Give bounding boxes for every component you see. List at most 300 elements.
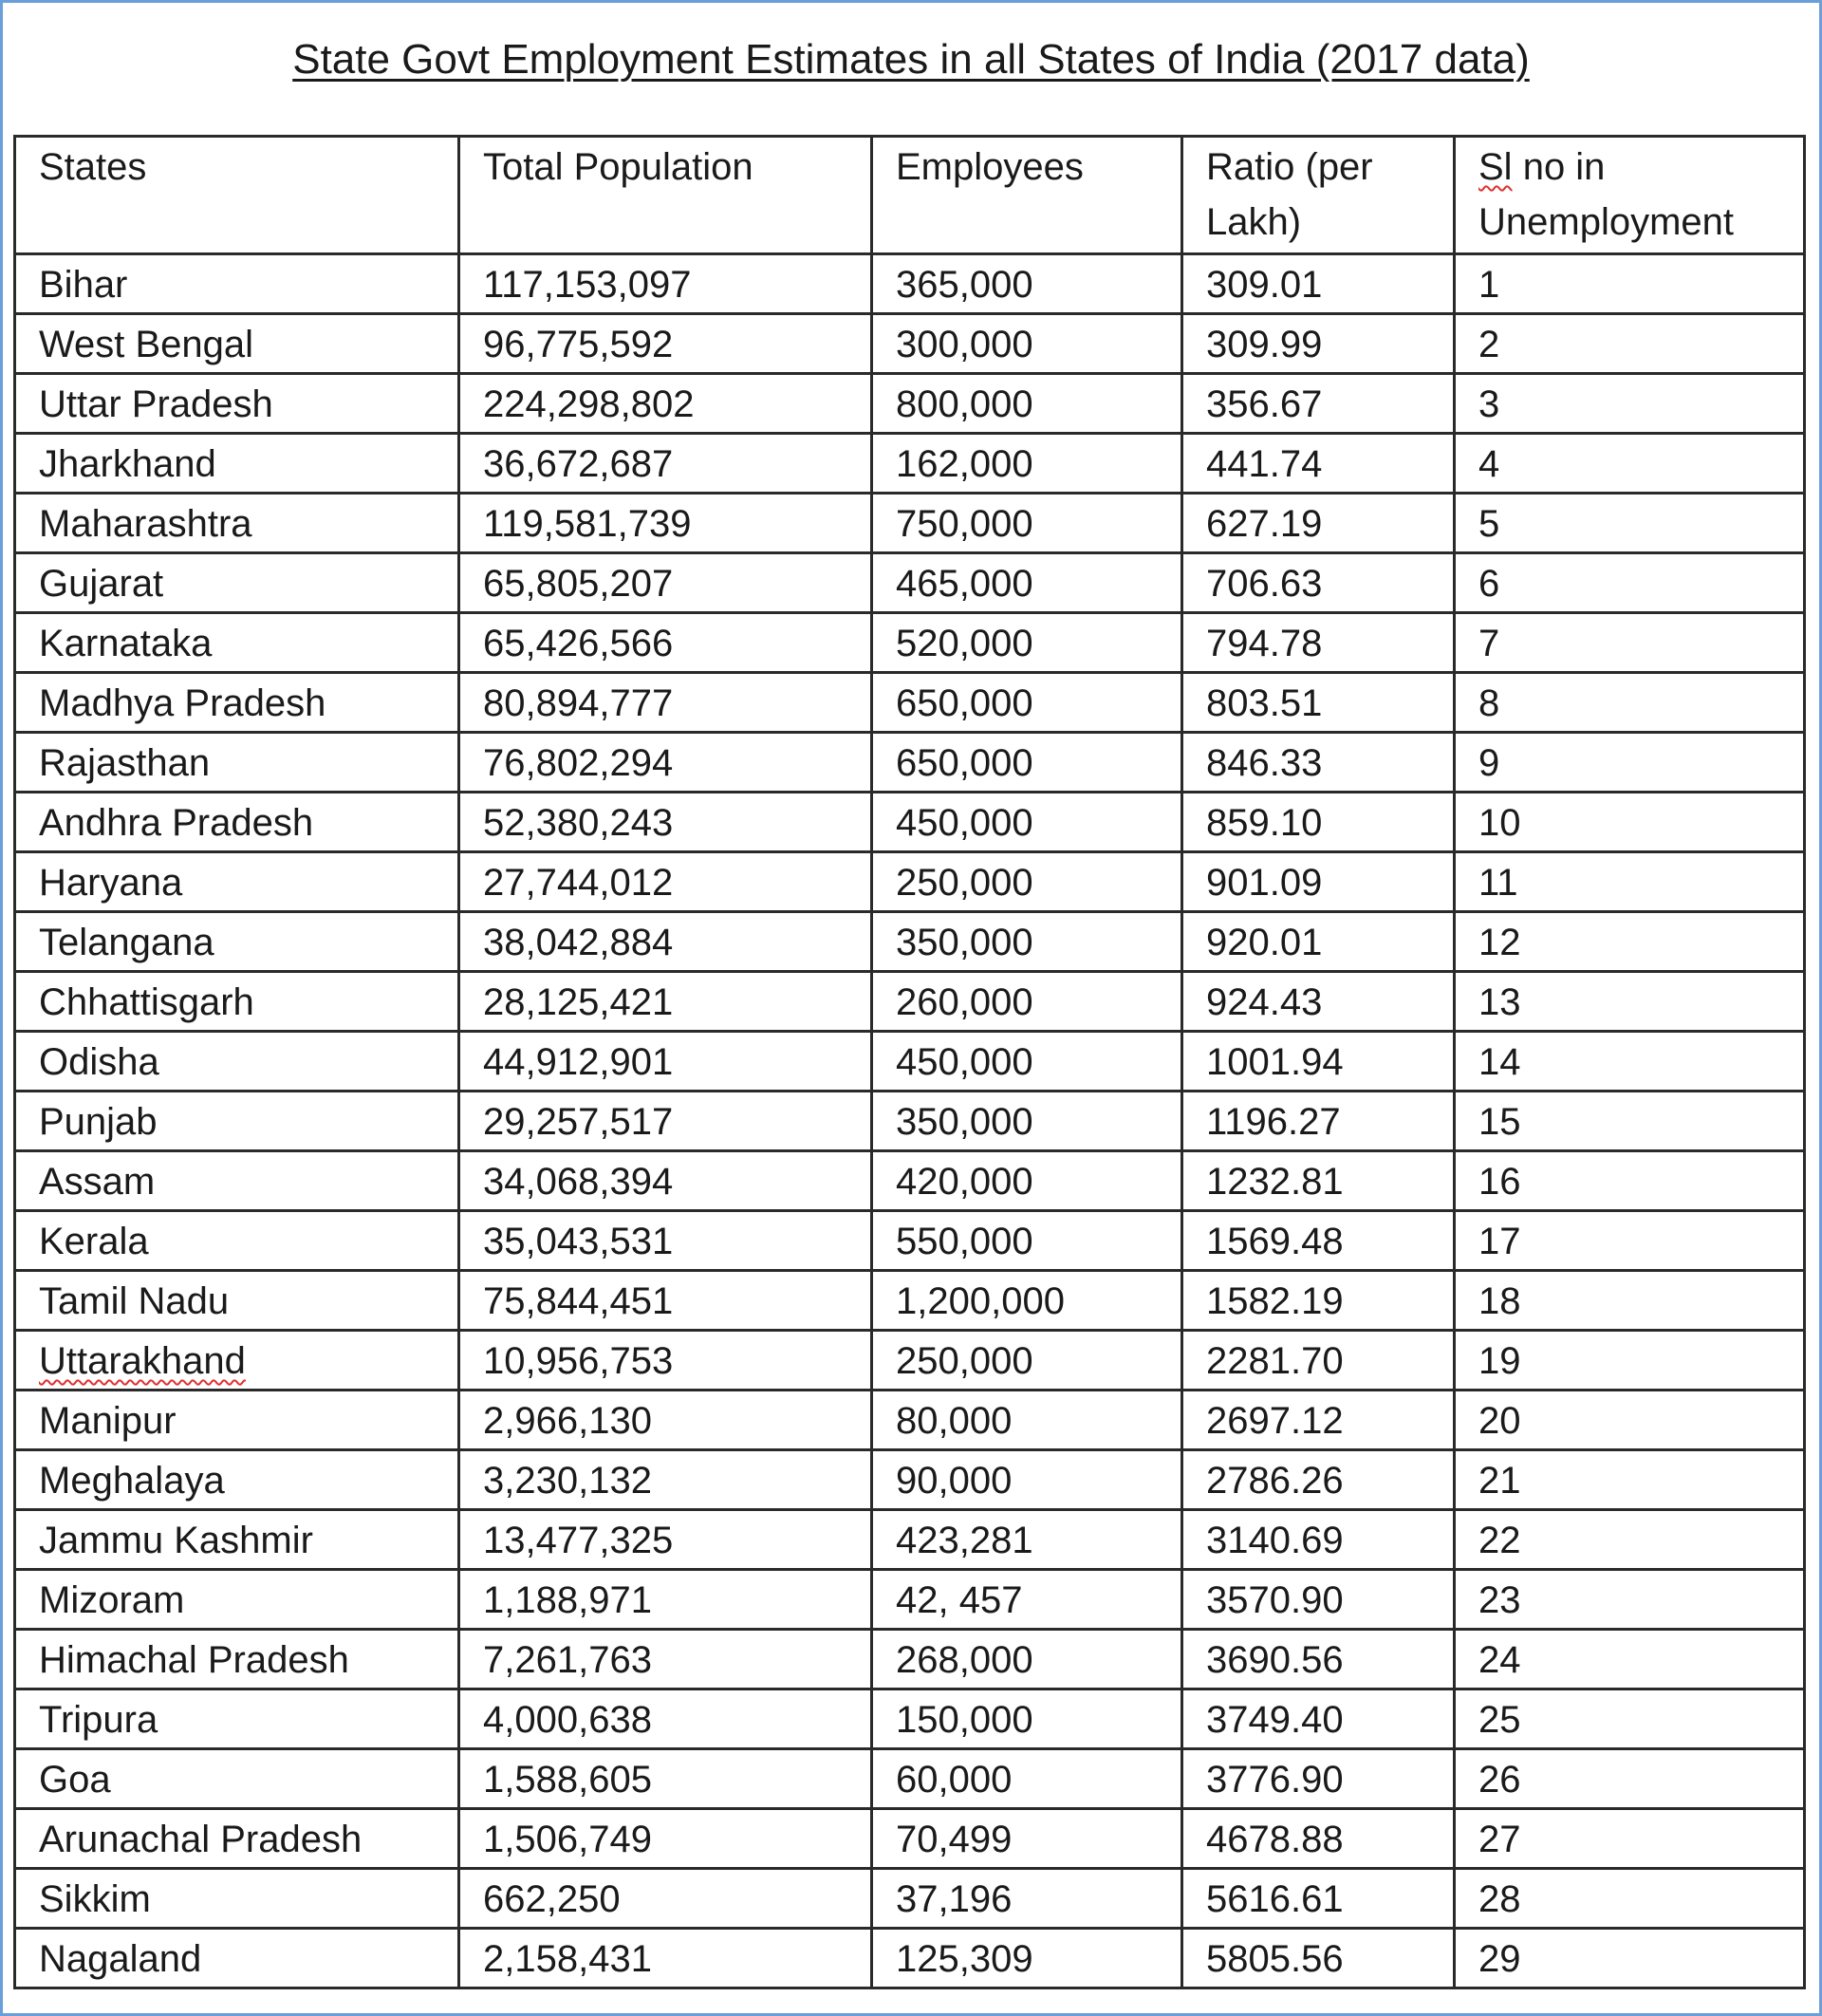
cell-ratio — [1182, 1271, 1455, 1331]
cell-text: 119,581,739 — [483, 503, 692, 545]
cell-text: Meghalaya — [39, 1460, 225, 1502]
cell-text: 80,000 — [896, 1400, 1013, 1442]
cell-text: 25 — [1478, 1699, 1521, 1741]
cell-text: 309.99 — [1206, 324, 1323, 365]
cell-text: 650,000 — [896, 742, 1033, 784]
cell-sl-no — [1455, 1630, 1805, 1689]
cell-text: 65,426,566 — [483, 623, 674, 664]
table-row — [15, 613, 1805, 673]
cell-text: 4678.88 — [1206, 1819, 1344, 1860]
cell-text: 1569.48 — [1206, 1221, 1344, 1262]
cell-text: Mizoram — [39, 1579, 185, 1621]
cell-total-population — [459, 1630, 872, 1689]
cell-ratio — [1182, 972, 1455, 1032]
cell-text: 5616.61 — [1206, 1878, 1344, 1920]
cell-text: 901.09 — [1206, 862, 1323, 904]
cell-text: 21 — [1478, 1460, 1521, 1502]
cell-ratio — [1182, 1809, 1455, 1869]
cell-employees — [872, 314, 1182, 374]
cell-text: 29 — [1478, 1938, 1521, 1980]
cell-employees — [872, 553, 1182, 613]
cell-text: 1,506,749 — [483, 1819, 652, 1860]
cell-text: 18 — [1478, 1280, 1521, 1322]
cell-total-population — [459, 1151, 872, 1211]
cell-ratio — [1182, 912, 1455, 972]
cell-state — [15, 852, 459, 912]
cell-state — [15, 1331, 459, 1391]
table-row — [15, 1092, 1805, 1151]
cell-text: Goa — [39, 1759, 111, 1801]
cell-text: Sikkim — [39, 1878, 151, 1920]
cell-text: Jammu Kashmir — [39, 1520, 313, 1561]
cell-sl-no — [1455, 673, 1805, 733]
cell-text: Bihar — [39, 264, 128, 306]
cell-total-population — [459, 1450, 872, 1510]
table-row — [15, 1929, 1805, 1988]
cell-text: 465,000 — [896, 563, 1033, 605]
cell-text: 37,196 — [896, 1878, 1013, 1920]
cell-state — [15, 1450, 459, 1510]
cell-ratio — [1182, 1151, 1455, 1211]
table-row — [15, 912, 1805, 972]
cell-sl-no — [1455, 1092, 1805, 1151]
table-row — [15, 1391, 1805, 1450]
cell-text: 23 — [1478, 1579, 1521, 1621]
cell-text: 550,000 — [896, 1221, 1033, 1262]
cell-text: 803.51 — [1206, 682, 1323, 724]
cell-text: Telangana — [39, 922, 214, 963]
cell-total-population — [459, 494, 872, 553]
cell-text: Nagaland — [39, 1938, 202, 1980]
table-row — [15, 852, 1805, 912]
cell-sl-no — [1455, 852, 1805, 912]
cell-employees — [872, 494, 1182, 553]
cell-sl-no — [1455, 733, 1805, 793]
cell-state — [15, 613, 459, 673]
cell-text: Assam — [39, 1161, 156, 1203]
cell-employees — [872, 1689, 1182, 1749]
cell-sl-no — [1455, 434, 1805, 494]
cell-text: 26 — [1478, 1759, 1521, 1801]
cell-state — [15, 1092, 459, 1151]
cell-sl-no — [1455, 1510, 1805, 1570]
cell-text: 13,477,325 — [483, 1520, 674, 1561]
table-row — [15, 793, 1805, 852]
cell-text: 24 — [1478, 1639, 1521, 1681]
cell-employees — [872, 1630, 1182, 1689]
cell-text: Karnataka — [39, 623, 213, 664]
cell-employees — [872, 613, 1182, 673]
cell-sl-no — [1455, 1151, 1805, 1211]
cell-employees — [872, 793, 1182, 852]
cell-text: 125,309 — [896, 1938, 1033, 1980]
cell-ratio — [1182, 1630, 1455, 1689]
table-row — [15, 1630, 1805, 1689]
cell-text: 4,000,638 — [483, 1699, 652, 1741]
table-row — [15, 1331, 1805, 1391]
cell-text: 4 — [1478, 443, 1500, 485]
table-row — [15, 374, 1805, 434]
cell-sl-no — [1455, 1929, 1805, 1988]
table-row — [15, 1869, 1805, 1929]
cell-ratio — [1182, 1689, 1455, 1749]
cell-text: Jharkhand — [39, 443, 216, 485]
cell-employees — [872, 434, 1182, 494]
cell-ratio — [1182, 1929, 1455, 1988]
cell-sl-no — [1455, 1331, 1805, 1391]
cell-state — [15, 434, 459, 494]
cell-text: 117,153,097 — [483, 264, 692, 306]
cell-total-population — [459, 852, 872, 912]
cell-employees — [872, 1032, 1182, 1092]
cell-employees — [872, 1749, 1182, 1809]
cell-ratio — [1182, 1749, 1455, 1809]
cell-text: 9 — [1478, 742, 1500, 784]
cell-text: 3749.40 — [1206, 1699, 1344, 1741]
cell-state — [15, 374, 459, 434]
cell-state — [15, 553, 459, 613]
cell-total-population — [459, 1211, 872, 1271]
cell-sl-no — [1455, 1869, 1805, 1929]
cell-state — [15, 1032, 459, 1092]
cell-text: 356.67 — [1206, 383, 1323, 425]
cell-text: Andhra Pradesh — [39, 802, 314, 844]
header-sl-rest: no in Unemployment — [1478, 146, 1735, 243]
cell-text: 162,000 — [896, 443, 1033, 485]
cell-text: 3776.90 — [1206, 1759, 1344, 1801]
cell-employees — [872, 1450, 1182, 1510]
table-row — [15, 1809, 1805, 1869]
cell-ratio — [1182, 494, 1455, 553]
cell-state — [15, 1809, 459, 1869]
cell-employees — [872, 733, 1182, 793]
cell-sl-no — [1455, 1450, 1805, 1510]
cell-text: 76,802,294 — [483, 742, 674, 784]
cell-text: 28,125,421 — [483, 981, 674, 1023]
cell-total-population — [459, 1570, 872, 1630]
table-row — [15, 1032, 1805, 1092]
cell-sl-no — [1455, 1391, 1805, 1450]
cell-text: 15 — [1478, 1101, 1521, 1143]
cell-text: Odisha — [39, 1041, 159, 1083]
table-row — [15, 733, 1805, 793]
cell-text: 662,250 — [483, 1878, 621, 1920]
table-row — [15, 673, 1805, 733]
cell-text: 20 — [1478, 1400, 1521, 1442]
cell-text: 1 — [1478, 264, 1500, 306]
cell-employees — [872, 374, 1182, 434]
cell-employees — [872, 972, 1182, 1032]
cell-text: 3140.69 — [1206, 1520, 1344, 1561]
cell-text: West Bengal — [39, 324, 254, 365]
cell-text: 10 — [1478, 802, 1521, 844]
cell-text: 10,956,753 — [483, 1340, 674, 1382]
cell-text: 1,588,605 — [483, 1759, 652, 1801]
cell-total-population — [459, 1689, 872, 1749]
cell-total-population — [459, 1032, 872, 1092]
cell-employees — [872, 1092, 1182, 1151]
cell-employees — [872, 912, 1182, 972]
cell-text: 60,000 — [896, 1759, 1013, 1801]
cell-state — [15, 1510, 459, 1570]
cell-state — [15, 793, 459, 852]
cell-state — [15, 1570, 459, 1630]
cell-state — [15, 1630, 459, 1689]
cell-text: 14 — [1478, 1041, 1521, 1083]
cell-total-population — [459, 972, 872, 1032]
cell-ratio — [1182, 374, 1455, 434]
table-row — [15, 1450, 1805, 1510]
cell-text: Uttarakhand — [39, 1340, 246, 1382]
cell-employees — [872, 254, 1182, 314]
cell-total-population — [459, 1510, 872, 1570]
cell-text: 224,298,802 — [483, 383, 695, 425]
cell-total-population — [459, 314, 872, 374]
cell-text: 2281.70 — [1206, 1340, 1344, 1382]
cell-text: 52,380,243 — [483, 802, 674, 844]
cell-ratio — [1182, 1450, 1455, 1510]
cell-text: 13 — [1478, 981, 1521, 1023]
table-row — [15, 1689, 1805, 1749]
cell-text: 260,000 — [896, 981, 1033, 1023]
header-ratio: Ratio (per Lakh) — [1182, 137, 1455, 254]
cell-text: 44,912,901 — [483, 1041, 674, 1083]
cell-sl-no — [1455, 972, 1805, 1032]
cell-text: Tripura — [39, 1699, 158, 1741]
cell-sl-no — [1455, 374, 1805, 434]
cell-text: 3690.56 — [1206, 1639, 1344, 1681]
cell-text: 250,000 — [896, 1340, 1033, 1382]
cell-state — [15, 972, 459, 1032]
cell-text: 28 — [1478, 1878, 1521, 1920]
cell-text: 3 — [1478, 383, 1500, 425]
cell-text: 19 — [1478, 1340, 1521, 1382]
cell-total-population — [459, 553, 872, 613]
table-row — [15, 434, 1805, 494]
cell-text: 859.10 — [1206, 802, 1323, 844]
cell-ratio — [1182, 1092, 1455, 1151]
cell-text: 8 — [1478, 682, 1500, 724]
page-title: State Govt Employment Estimates in all States of India (2017 data) — [292, 36, 1530, 83]
cell-text: 2697.12 — [1206, 1400, 1344, 1442]
cell-text: 22 — [1478, 1520, 1521, 1561]
cell-text: 11 — [1478, 862, 1518, 904]
cell-state — [15, 1151, 459, 1211]
cell-text: 1001.94 — [1206, 1041, 1344, 1083]
cell-sl-no — [1455, 494, 1805, 553]
cell-text: 300,000 — [896, 324, 1033, 365]
cell-state — [15, 1211, 459, 1271]
cell-employees — [872, 1869, 1182, 1929]
cell-text: 365,000 — [896, 264, 1033, 306]
cell-employees — [872, 1510, 1182, 1570]
cell-sl-no — [1455, 1570, 1805, 1630]
cell-employees — [872, 1929, 1182, 1988]
cell-state — [15, 254, 459, 314]
cell-ratio — [1182, 314, 1455, 374]
cell-state — [15, 1869, 459, 1929]
cell-text: 7 — [1478, 623, 1500, 664]
cell-text: 1582.19 — [1206, 1280, 1344, 1322]
cell-text: 520,000 — [896, 623, 1033, 664]
cell-text: Tamil Nadu — [39, 1280, 230, 1322]
cell-total-population — [459, 1869, 872, 1929]
cell-total-population — [459, 673, 872, 733]
cell-text: 42, 457 — [896, 1579, 1023, 1621]
cell-state — [15, 1271, 459, 1331]
cell-text: 350,000 — [896, 1101, 1033, 1143]
cell-sl-no — [1455, 1211, 1805, 1271]
cell-text: 70,499 — [896, 1819, 1013, 1860]
cell-text: 450,000 — [896, 1041, 1033, 1083]
cell-state — [15, 1749, 459, 1809]
cell-total-population — [459, 793, 872, 852]
cell-text: 27 — [1478, 1819, 1521, 1860]
cell-total-population — [459, 1331, 872, 1391]
cell-sl-no — [1455, 1749, 1805, 1809]
table-row — [15, 314, 1805, 374]
header-sl-no — [1455, 137, 1805, 254]
cell-text: 441.74 — [1206, 443, 1323, 485]
cell-sl-no — [1455, 793, 1805, 852]
cell-total-population — [459, 1391, 872, 1450]
cell-total-population — [459, 733, 872, 793]
cell-ratio — [1182, 434, 1455, 494]
cell-text: Manipur — [39, 1400, 177, 1442]
cell-text: 924.43 — [1206, 981, 1323, 1023]
cell-sl-no — [1455, 1032, 1805, 1092]
cell-ratio — [1182, 852, 1455, 912]
cell-ratio — [1182, 254, 1455, 314]
cell-total-population — [459, 434, 872, 494]
cell-employees — [872, 673, 1182, 733]
cell-ratio — [1182, 793, 1455, 852]
cell-text: 627.19 — [1206, 503, 1323, 545]
cell-state — [15, 494, 459, 553]
cell-text: 5805.56 — [1206, 1938, 1344, 1980]
cell-text: 36,672,687 — [483, 443, 674, 485]
cell-employees — [872, 1271, 1182, 1331]
cell-state — [15, 733, 459, 793]
header-row — [15, 137, 1805, 254]
table-row — [15, 494, 1805, 553]
cell-total-population — [459, 1929, 872, 1988]
table-row — [15, 1570, 1805, 1630]
cell-text: 423,281 — [896, 1520, 1033, 1561]
table-row — [15, 1510, 1805, 1570]
cell-sl-no — [1455, 254, 1805, 314]
cell-text: 16 — [1478, 1161, 1521, 1203]
cell-employees — [872, 1391, 1182, 1450]
cell-text: 5 — [1478, 503, 1500, 545]
table-row — [15, 254, 1805, 314]
spellcheck-flagged-word: Sl — [1478, 146, 1513, 188]
cell-text: Punjab — [39, 1101, 158, 1143]
cell-text: 35,043,531 — [483, 1221, 674, 1262]
cell-sl-no — [1455, 314, 1805, 374]
table-row — [15, 553, 1805, 613]
cell-text: 268,000 — [896, 1639, 1033, 1681]
cell-text: 650,000 — [896, 682, 1033, 724]
cell-text: Chhattisgarh — [39, 981, 254, 1023]
cell-text: Haryana — [39, 862, 183, 904]
cell-state — [15, 912, 459, 972]
cell-text: 750,000 — [896, 503, 1033, 545]
cell-text: 65,805,207 — [483, 563, 674, 605]
cell-text: Arunachal Pradesh — [39, 1819, 363, 1860]
cell-text: 75,844,451 — [483, 1280, 674, 1322]
cell-total-population — [459, 1809, 872, 1869]
cell-ratio — [1182, 1032, 1455, 1092]
cell-text: 800,000 — [896, 383, 1033, 425]
cell-text: 706.63 — [1206, 563, 1323, 605]
cell-state — [15, 1391, 459, 1450]
header-states: States — [15, 137, 459, 254]
table-row — [15, 972, 1805, 1032]
cell-sl-no — [1455, 613, 1805, 673]
cell-employees — [872, 1151, 1182, 1211]
cell-employees — [872, 1331, 1182, 1391]
cell-text: 420,000 — [896, 1161, 1033, 1203]
employment-table — [13, 135, 1806, 1989]
cell-text: 3,230,132 — [483, 1460, 652, 1502]
cell-sl-no — [1455, 553, 1805, 613]
cell-total-population — [459, 1749, 872, 1809]
cell-state — [15, 1929, 459, 1988]
cell-text: 920.01 — [1206, 922, 1323, 963]
cell-text: 3570.90 — [1206, 1579, 1344, 1621]
cell-ratio — [1182, 1211, 1455, 1271]
cell-state — [15, 673, 459, 733]
cell-total-population — [459, 613, 872, 673]
cell-state — [15, 314, 459, 374]
cell-employees — [872, 1211, 1182, 1271]
cell-ratio — [1182, 673, 1455, 733]
table-row — [15, 1749, 1805, 1809]
cell-ratio — [1182, 1331, 1455, 1391]
cell-text: 38,042,884 — [483, 922, 674, 963]
table-row — [15, 1271, 1805, 1331]
cell-text: 846.33 — [1206, 742, 1323, 784]
cell-text: 2 — [1478, 324, 1500, 365]
cell-text: 2,966,130 — [483, 1400, 652, 1442]
cell-text: 12 — [1478, 922, 1521, 963]
cell-text: 309.01 — [1206, 264, 1323, 306]
cell-text: 1196.27 — [1206, 1101, 1341, 1143]
cell-ratio — [1182, 733, 1455, 793]
cell-text: Gujarat — [39, 563, 164, 605]
table-row — [15, 1151, 1805, 1211]
cell-sl-no — [1455, 1809, 1805, 1869]
header-employees: Employees — [872, 137, 1182, 254]
cell-text: Uttar Pradesh — [39, 383, 273, 425]
cell-text: 350,000 — [896, 922, 1033, 963]
cell-text: Maharashtra — [39, 503, 252, 545]
cell-ratio — [1182, 613, 1455, 673]
cell-employees — [872, 852, 1182, 912]
cell-text: 450,000 — [896, 802, 1033, 844]
cell-text: 6 — [1478, 563, 1500, 605]
cell-ratio — [1182, 553, 1455, 613]
cell-text: 1,200,000 — [896, 1280, 1065, 1322]
table-row — [15, 1211, 1805, 1271]
cell-text: 80,894,777 — [483, 682, 674, 724]
cell-text: 2786.26 — [1206, 1460, 1344, 1502]
cell-ratio — [1182, 1570, 1455, 1630]
cell-text: 17 — [1478, 1221, 1521, 1262]
cell-sl-no — [1455, 1689, 1805, 1749]
cell-text: 2,158,431 — [483, 1938, 652, 1980]
